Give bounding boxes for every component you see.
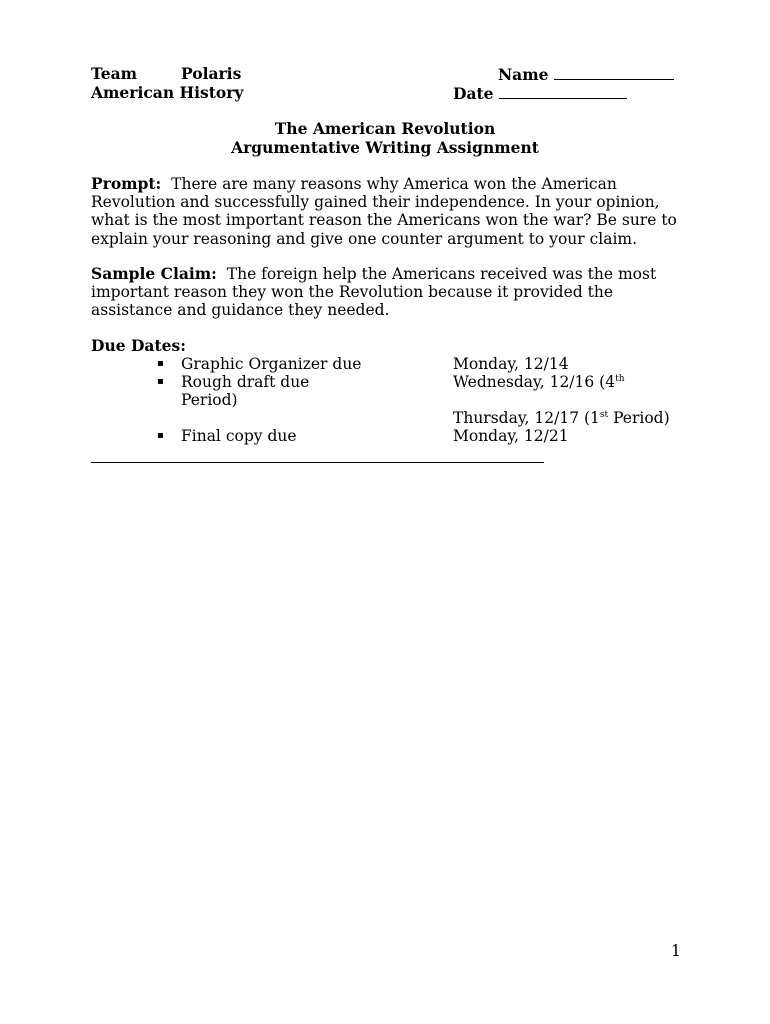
name-field-label: Name (498, 65, 674, 84)
bullet-icon: ▪ (157, 376, 164, 387)
due-dates-heading: Due Dates: (91, 336, 186, 355)
document-subtitle: Argumentative Writing Assignment (231, 138, 539, 157)
sample-claim-text: The foreign help the Americans received was the most important reason they won the Revolution because it provided the assistance and guidance they needed. (91, 265, 657, 320)
due-task: Rough draft due (181, 373, 310, 391)
due-date: Monday, 12/14 (453, 355, 569, 373)
prompt-text: There are many reasons why America won the American Revolution and successfully gained their independence. In your opinion, what is the most important reason the Americans won the war? Be sure to explain your reasoning and give one counter argument to your claim. (91, 175, 677, 248)
document-title: The American Revolution (274, 119, 496, 138)
due-task-continuation: Period) (181, 391, 238, 409)
bullet-icon: ▪ (157, 358, 164, 369)
due-task: Graphic Organizer due (181, 355, 362, 373)
sample-claim-paragraph (91, 265, 681, 320)
due-date: Monday, 12/21 (453, 427, 569, 445)
prompt-paragraph (91, 175, 681, 248)
team-name: Polaris (181, 64, 242, 83)
date-blank-line (499, 84, 627, 99)
prompt-label: Prompt: (91, 174, 162, 193)
due-date: Wednesday, 12/16 (4th (453, 373, 625, 391)
due-task: Final copy due (181, 427, 297, 445)
due-date-secondary: Thursday, 12/17 (1st Period) (453, 409, 670, 427)
page-number: 1 (671, 942, 681, 960)
sample-claim-label: Sample Claim: (91, 264, 217, 283)
horizontal-divider (91, 462, 544, 463)
team-label: Team (91, 64, 138, 83)
bullet-icon: ▪ (157, 430, 164, 441)
course-name: American History (91, 83, 244, 102)
name-blank-line (554, 65, 674, 80)
date-field-label: Date (453, 84, 627, 103)
